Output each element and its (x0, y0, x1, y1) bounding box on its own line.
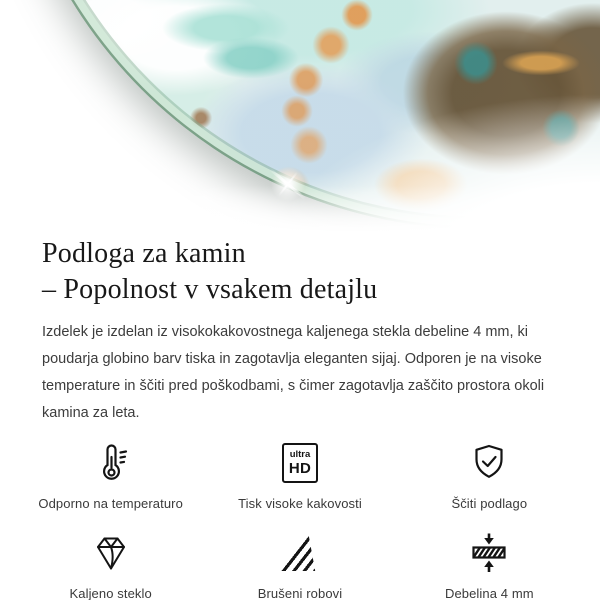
ultra-hd-icon (282, 441, 318, 485)
glass-disc-image (1, 0, 600, 229)
feature-label: Debelina 4 mm (444, 586, 534, 600)
ultra-hd-badge-bottom: HD (288, 459, 312, 477)
feature-polished-edges (205, 531, 394, 600)
feature-temperature (16, 441, 205, 511)
feature-print-quality (205, 441, 394, 511)
shield-check-icon (469, 441, 509, 485)
feature-protects-surface (395, 441, 584, 511)
diamond-icon (91, 531, 131, 575)
feature-label: Kaljeno steklo (69, 586, 152, 600)
feature-label: Tisk visoke kakovosti (238, 496, 362, 511)
thickness-icon (469, 531, 509, 575)
feature-label: Ščiti podlago (451, 496, 528, 511)
feature-label: Odporno na temperaturo (38, 496, 183, 511)
feature-grid (16, 441, 584, 600)
ultra-hd-badge (282, 443, 318, 483)
hero-product-image (0, 0, 600, 232)
feature-label: Brušeni robovi (257, 586, 343, 600)
thermometer-icon (91, 441, 131, 485)
product-description-text: Izdelek je izdelan iz visokokakovostnega kaljenega stekla debeline 4 mm, ki poudarja globino barv tiska in zagotavlja eleganten sijaj. Odporen je na visoke temperature in ščiti pred poškodbami, s čimer zagotavlja zaščito prostora okoli kamina za leta. (42, 324, 545, 421)
polished-edges-icon (280, 531, 320, 575)
page-title (42, 236, 558, 308)
feature-tempered-glass (16, 531, 205, 600)
feature-thickness (395, 531, 584, 600)
product-description-section (0, 232, 600, 427)
polished-edges-shape (280, 533, 320, 573)
page-title-line2: – Popolnost v vsakem detajlu (42, 274, 378, 305)
page-title-line1: Podloga za kamin (42, 238, 246, 269)
ultra-hd-badge-top: ultra (289, 449, 311, 461)
